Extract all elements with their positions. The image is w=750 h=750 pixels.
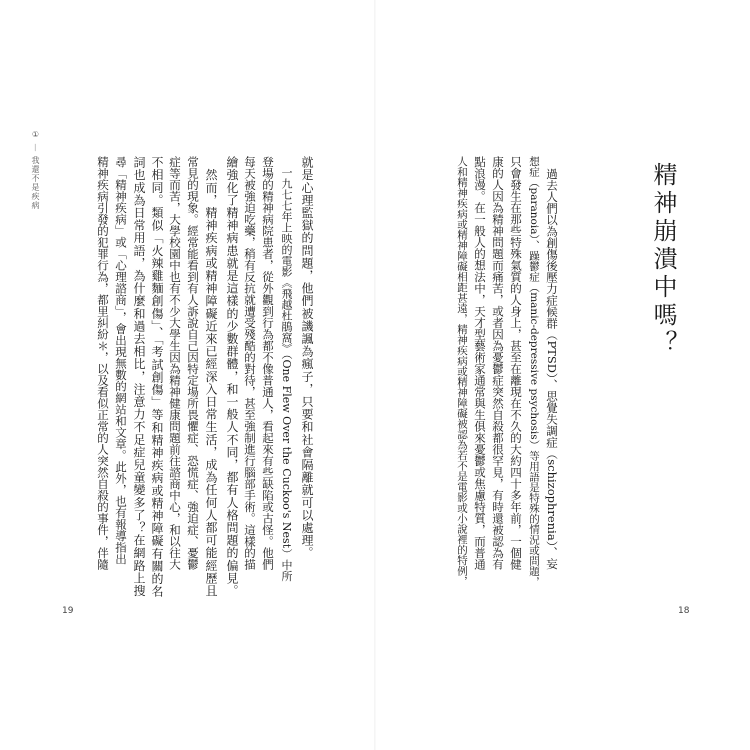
text-column: 詞也成為日常用語，為什麼和過去相比，注意力不足症兒童變多了？在網路上搜 — [132, 156, 146, 597]
text-column: 只會發生在那些特殊氣質的人身上，甚至在離現在不久的大約四十多年前，一個健 — [509, 156, 523, 570]
text-column: 然而，精神疾病或精神障礙近來已經深入日常生活，成為任何人都可能經歷且 — [204, 156, 218, 597]
text-column: 點浪漫。在一般人的想法中，天才型藝術家通常與生俱來憂鬱或焦慮特質，而普通 — [473, 156, 487, 570]
text-column: 人和精神疾病或精神障礙相距甚遠，精神疾病或精神障礙被認為若不是電影或小說裡的特例， — [456, 156, 468, 587]
text-column: 就是心理監獄的問題，他們被譏諷為瘋子，只要和社會隔離就可以處理。 — [300, 156, 314, 560]
running-head-separator: — — [31, 143, 40, 153]
text-column: 想症（paranoia）、躁鬱症（manic-depressive psychosis）等用語是特殊的情況或問題， — [528, 156, 540, 587]
text-column: 尋「精神疾病」或「心理諮商」，會出現無數的網站和文章。此外，也有報導指出 — [114, 156, 128, 565]
running-head-text: 我還不是疾病 — [31, 156, 40, 211]
page-number-left: 19 — [62, 606, 74, 616]
chapter-mark: ① — [31, 130, 40, 140]
page-gutter — [374, 0, 376, 750]
text-column: 登場的精神病院患者，從外觀到行為都不像普通人，看起來有些缺陷或古怪。他們 — [261, 156, 275, 570]
text-column: 一九七七年上映的電影《飛越杜鵑窩》（One Flew Over the Cuckoo's Nest）中所 — [280, 156, 293, 582]
text-column: 精神疾病引發的犯罪行為，都里糾紛＊，以及看似正常的人突然自殺的事件，伴隨 — [96, 156, 110, 570]
running-head — [30, 130, 41, 210]
text-column: 繪強化了精神病患就是這樣的少數群體，和一般人不同，都有人格問題的偏見。 — [225, 156, 239, 597]
chapter-title: 精神崩潰中嗎？ — [649, 162, 677, 358]
text-column: 常見的現象。經常能看到有人訴說自己因特定場所畏懼症、恐慌症、強迫症、憂鬱 — [186, 156, 200, 570]
text-column: 每天被強迫吃藥，稍有反抗就遭受殘酷的對待，甚至強制進行腦部手術。這樣的描 — [243, 156, 257, 570]
text-column: 康的人因為精神問題而痛苦，或者因為憂鬱症突然自殺都很罕見，有時還被認為有 — [491, 156, 505, 570]
page-number-right: 18 — [678, 606, 690, 616]
text-column: 症等而苦，大學校園中也有不少大學生因為精神健康問題前往諮商中心，和以往大 — [168, 156, 182, 570]
text-column: 過去人們以為創傷後壓力症候群（PTSD）、思覺失調症（schizophrenia）、妄 — [545, 168, 559, 570]
text-column: 不相同。類似「火辣雞麵創傷」、「考試創傷」等和精神疾病或精神障礙有關的名 — [150, 156, 164, 598]
